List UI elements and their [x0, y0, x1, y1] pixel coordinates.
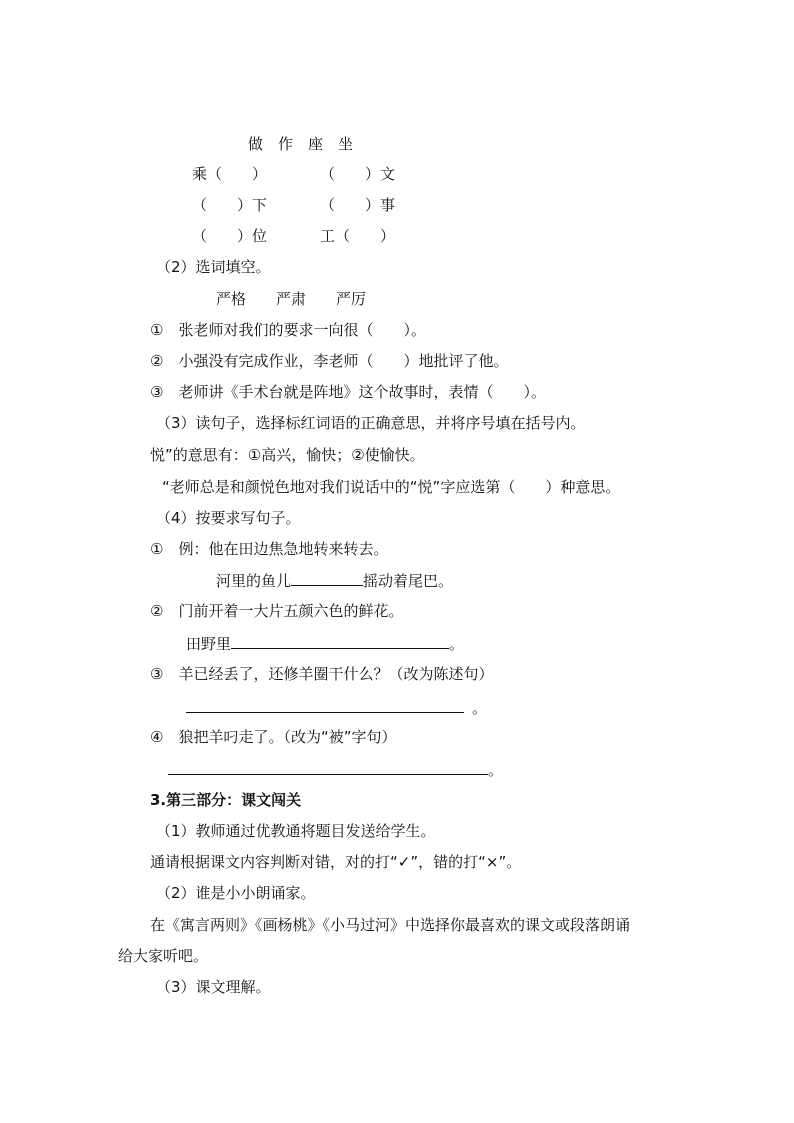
part3-title: 3.第三部分：课文闯关 — [150, 791, 302, 809]
fill-row2-left: （ ）下 — [192, 196, 268, 214]
part3-item1: （1）教师通过优教通将题目发送给学生。 — [156, 822, 436, 840]
fill-row2-right: （ ）事 — [320, 196, 396, 214]
question-4-4: ④ 狼把羊叼走了。（改为“被”字句） — [150, 728, 397, 746]
part3-item1-instruction: 通请根据课文内容判断对错，对的打“✓”，错的打“×”。 — [150, 853, 522, 871]
example-fill-suffix: 摇动着尾巴。 — [363, 572, 454, 590]
meaning-text: 悦”的意思有：①高兴，愉快；②使愉快。 — [150, 446, 425, 464]
word-choices: 严格 严肃 严厉 — [216, 290, 367, 308]
example-fill-prefix: 河里的鱼儿 — [216, 572, 292, 590]
section4-header: （4）按要求写句子。 — [156, 509, 301, 527]
q2-fill — [186, 633, 464, 654]
fill-row1-right: （ ）文 — [320, 165, 396, 183]
example-sentence: ① 例：他在田边焦急地转来转去。 — [150, 540, 389, 558]
part3-item2: （2）谁是小小朗诵家。 — [156, 884, 316, 902]
q2-fill-end: 。 — [449, 635, 465, 653]
answer-blank-4[interactable] — [168, 759, 488, 775]
meaning-question: “老师总是和颜悦色地对我们说话中的“悦”字应选第（ ）种意思。 — [162, 478, 621, 496]
q4-fill — [168, 759, 503, 780]
q3-fill — [186, 697, 487, 718]
section3-header: （3）读句子，选择标红词语的正确意思，并将序号填在括号内。 — [156, 414, 586, 432]
q4-fill-end: 。 — [488, 761, 504, 779]
char-choices: 做 作 座 坐 — [248, 135, 354, 153]
fill-row3-left: （ ）位 — [192, 227, 268, 245]
answer-blank-2[interactable] — [231, 633, 449, 649]
q2-fill-prefix: 田野里 — [186, 635, 232, 653]
q3-fill-end: 。 — [472, 699, 488, 717]
answer-blank-3[interactable] — [186, 697, 464, 713]
question-2: ② 小强没有完成作业，李老师（ ）地批评了他。 — [150, 352, 509, 370]
answer-blank-1[interactable] — [291, 570, 363, 586]
fill-row1-left: 乘（ ） — [192, 165, 268, 183]
question-3: ③ 老师讲《手术台就是阵地》这个故事时，表情（ ）。 — [150, 383, 546, 401]
fill-row3-right: 工（ ） — [320, 227, 396, 245]
example-fill — [216, 570, 453, 591]
part3-item3: （3）课文理解。 — [156, 978, 271, 996]
question-4-3: ③ 羊已经丢了，还修羊圈干什么？（改为陈述句） — [150, 665, 494, 683]
part3-item2-text-cont: 给大家听吧。 — [118, 947, 209, 965]
part3-item2-text: 在《寓言两则》《画杨桃》《小马过河》中选择你最喜欢的课文或段落朗诵 — [150, 916, 631, 934]
question-1: ① 张老师对我们的要求一向很（ ）。 — [150, 321, 426, 339]
section2-header: （2）选词填空。 — [156, 258, 271, 276]
question-4-2: ② 门前开着一大片五颜六色的鲜花。 — [150, 602, 404, 620]
